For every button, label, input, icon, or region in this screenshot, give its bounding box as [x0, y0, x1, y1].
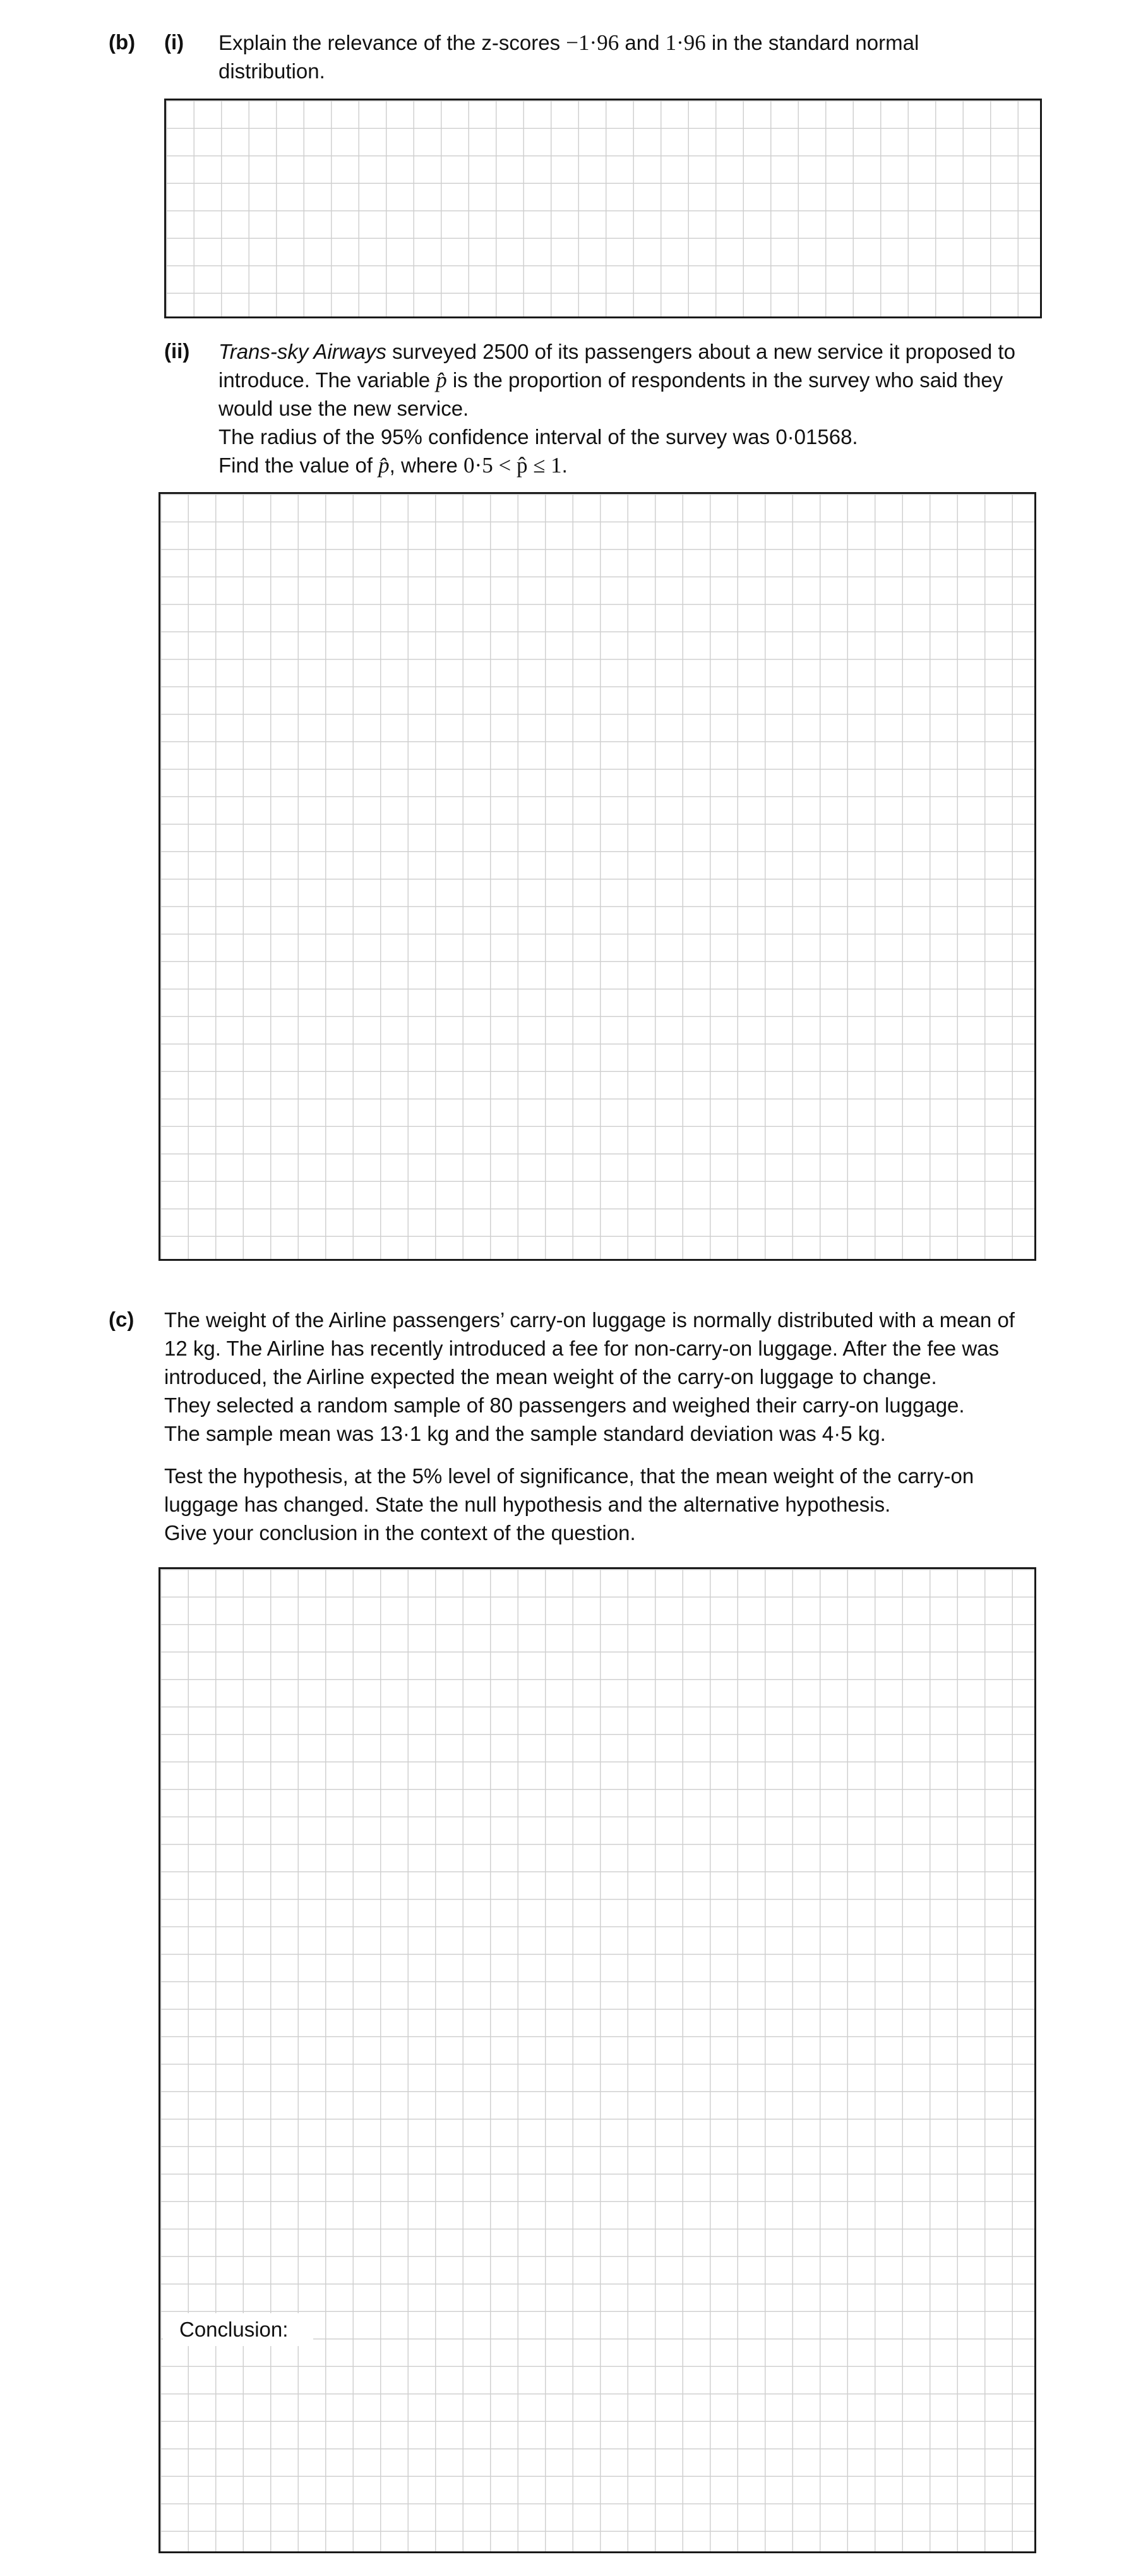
part-b-ii-line-2: [218, 366, 1058, 394]
part-b-ii-question: [218, 337, 1058, 479]
company-name: Trans-sky Airways: [218, 340, 386, 363]
answer-grid-b-i[interactable]: [164, 99, 1042, 318]
part-c-para1-line-2: 12 kg. The Airline has recently introduced a fee for non-carry-on luggage. After the fee was: [164, 1337, 999, 1360]
part-c-label: (c): [109, 1308, 135, 1331]
part-b-i-line-2: distribution.: [218, 59, 325, 83]
answer-grid-b-ii[interactable]: [158, 492, 1036, 1261]
z-score-positive: 1·96: [665, 30, 706, 55]
answer-grid-c[interactable]: [158, 1567, 1036, 2553]
part-c-para1-line-1: The weight of the Airline passengers’ carry-on luggage is normally distributed with a mean of: [164, 1308, 1015, 1332]
part-c-para1-line-3: introduced, the Airline expected the mean weight of the carry-on luggage to change.: [164, 1365, 937, 1388]
part-b-ii-line-5: [218, 451, 1058, 479]
part-c-para2-line-1: Test the hypothesis, at the 5% level of significance, that the mean weight of the carry-on: [164, 1464, 974, 1488]
part-b-i-text-post: in the standard normal: [705, 31, 919, 54]
part-b-ii-label: (ii): [164, 339, 190, 363]
part-b-ii-line-2-pre: introduce. The variable: [218, 368, 436, 392]
p-hat-symbol: p̂: [436, 368, 447, 392]
part-b-ii-line-1-text: surveyed 2500 of its passengers about a new service it proposed to: [386, 340, 1015, 363]
part-c-para2-line-3: Give your conclusion in the context of the question.: [164, 1521, 636, 1544]
p-hat-inequality: 0·5 < p̂ ≤ 1: [463, 453, 562, 478]
paragraph-spacer: [164, 1448, 1073, 1462]
part-c-para1-line-4: They selected a random sample of 80 passengers and weighed their carry-on luggage.: [164, 1393, 965, 1417]
part-b-i-line-1: [218, 28, 1058, 57]
part-b-i-and: and: [619, 31, 666, 54]
part-b-i-question: [218, 28, 1058, 85]
p-hat-symbol: p̂: [378, 453, 390, 478]
z-score-negative: −1·96: [566, 30, 619, 55]
part-b-ii-line-5-pre: Find the value of: [218, 454, 379, 477]
part-b-i-label: (i): [164, 30, 184, 54]
part-c-question: [164, 1306, 1073, 1547]
part-c-para1-line-5: The sample mean was 13·1 kg and the sample standard deviation was 4·5 kg.: [164, 1422, 886, 1445]
part-b-label: (b): [109, 30, 136, 54]
conclusion-label: Conclusion:: [163, 2313, 313, 2346]
part-b-i-text-pre: Explain the relevance of the z-scores: [218, 31, 566, 54]
part-b-ii-line-5-mid: , where: [389, 454, 464, 477]
part-b-ii-line-5-end: .: [561, 454, 568, 477]
part-b-ii-line-1: [218, 337, 1058, 366]
part-b-ii-line-2-post: is the proportion of respondents in the survey who said they: [446, 368, 1003, 392]
part-b-ii-line-4: The radius of the 95% confidence interval of the survey was 0·01568.: [218, 425, 858, 448]
part-c-para2-line-2: luggage has changed. State the null hypothesis and the alternative hypothesis.: [164, 1493, 891, 1516]
part-b-ii-line-3: would use the new service.: [218, 397, 469, 420]
